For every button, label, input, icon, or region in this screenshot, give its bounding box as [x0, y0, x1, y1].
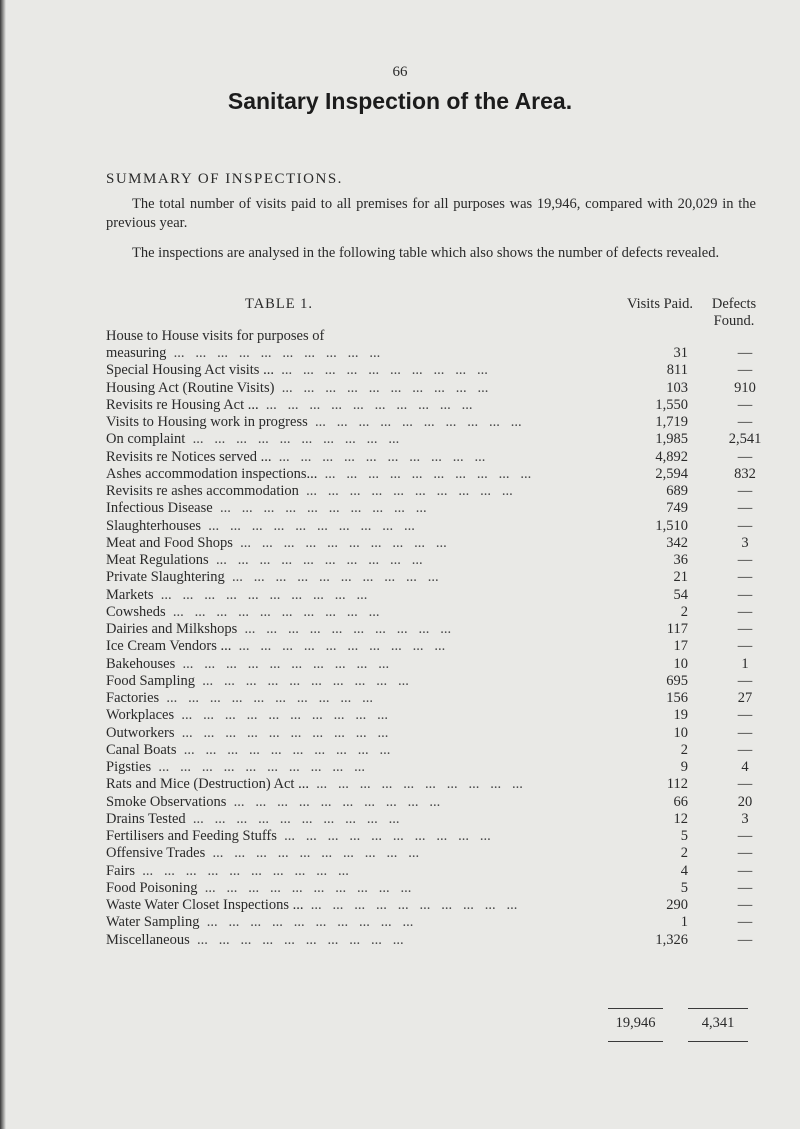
row-visits: 117	[666, 621, 688, 637]
row-defects: —	[737, 500, 753, 517]
row-defects: —	[737, 621, 753, 637]
row-label: Fairs ...	[106, 863, 616, 880]
total-defects: 4,341	[701, 1015, 735, 1031]
paragraph-total-visits: The total number of visits paid to all premises for all purposes was 19,946, compared with 20,029 in the previous year.	[106, 196, 756, 231]
total-rule-top-visits	[608, 1008, 663, 1009]
table-title: TABLE 1.	[245, 296, 314, 312]
row-label: Bakehouses ...	[106, 656, 616, 673]
row-label: Drains Tested ...	[106, 811, 616, 828]
page-title: Sanitary Inspection of the Area.	[227, 88, 573, 114]
table-intro-label: House to House visits for purposes of	[106, 328, 325, 344]
table-row	[106, 690, 776, 707]
table-row	[106, 638, 776, 655]
table-row	[106, 621, 776, 638]
row-visits: 156	[666, 690, 688, 706]
row-defects: 3	[741, 534, 749, 551]
row-label: Outworkers ...	[106, 725, 616, 742]
row-visits: 1,985	[655, 431, 688, 448]
row-defects: 3	[741, 810, 749, 827]
inspection-table	[106, 345, 776, 949]
row-defects: 832	[734, 465, 756, 482]
row-label: measuring ...	[106, 345, 616, 362]
row-defects: —	[737, 879, 753, 896]
row-visits: 749	[666, 500, 688, 517]
table-row	[106, 362, 776, 379]
table-row	[106, 845, 776, 862]
row-visits: 12	[673, 810, 688, 827]
row-defects: —	[737, 362, 753, 379]
table-row	[106, 932, 776, 949]
row-defects: —	[737, 448, 753, 465]
row-visits: 4	[680, 862, 688, 879]
table-row	[106, 535, 776, 552]
row-defects: —	[737, 603, 753, 620]
total-rule-bottom-visits	[608, 1041, 663, 1042]
row-defects: 27	[737, 690, 753, 706]
table-row	[106, 863, 776, 880]
table-row	[106, 380, 776, 397]
paragraph-analysis: The inspections are analysed in the following table which also shows the number of defects revealed.	[132, 245, 720, 261]
table-row	[106, 794, 776, 811]
row-defects: —	[737, 828, 753, 844]
page-edge	[0, 0, 6, 1129]
row-label: Fertilisers and Feeding Stuffs ...	[106, 828, 616, 845]
table-row	[106, 759, 776, 776]
row-visits: 10	[673, 724, 688, 741]
row-visits: 112	[666, 776, 688, 793]
row-visits: 2	[680, 845, 688, 862]
row-label: Ashes accommodation inspections... ...	[106, 466, 616, 483]
table-row	[106, 414, 776, 431]
row-defects: 4	[741, 759, 749, 775]
row-defects: —	[737, 724, 753, 741]
table-row	[106, 604, 776, 621]
row-defects: —	[737, 396, 753, 413]
row-visits: 4,892	[655, 448, 688, 465]
row-defects: —	[737, 672, 753, 689]
row-visits: 9	[680, 759, 688, 775]
row-defects: —	[737, 517, 753, 534]
table-row	[106, 587, 776, 604]
table-row	[106, 449, 776, 466]
table-row	[106, 828, 776, 845]
row-defects: —	[737, 638, 753, 655]
row-label: Food Poisoning ...	[106, 880, 616, 897]
row-label: Revisits re Housing Act ... ...	[106, 397, 616, 414]
row-label: Food Sampling ...	[106, 673, 616, 690]
row-label: Smoke Observations ...	[106, 794, 616, 811]
row-defects: 2,541	[728, 431, 762, 448]
row-visits: 21	[673, 569, 688, 586]
row-label: Meat and Food Shops ...	[106, 535, 616, 552]
row-label: Infectious Disease ...	[106, 500, 616, 517]
row-label: Meat Regulations ...	[106, 552, 616, 569]
row-visits: 2	[680, 741, 688, 758]
table-row	[106, 811, 776, 828]
row-visits: 54	[673, 586, 688, 603]
total-rule-top-defects	[688, 1008, 748, 1009]
row-visits: 811	[666, 362, 688, 379]
table-row	[106, 345, 776, 362]
row-label: Rats and Mice (Destruction) Act ... ...	[106, 776, 616, 793]
row-label: Pigsties ...	[106, 759, 616, 776]
row-defects: —	[737, 931, 753, 948]
table-row	[106, 673, 776, 690]
row-defects: —	[737, 345, 753, 361]
row-label: Cowsheds ...	[106, 604, 616, 621]
row-label: On complaint ...	[106, 431, 616, 448]
row-visits: 103	[666, 379, 688, 396]
row-visits: 10	[673, 655, 688, 672]
row-defects: —	[737, 741, 753, 758]
table-row	[106, 466, 776, 483]
table-row	[106, 725, 776, 742]
row-visits: 2,594	[655, 465, 688, 482]
table-row	[106, 500, 776, 517]
table-row	[106, 569, 776, 586]
table-row	[106, 397, 776, 414]
row-visits: 1,510	[655, 517, 688, 534]
row-visits: 1	[680, 914, 688, 931]
row-visits: 1,550	[655, 396, 688, 413]
row-label: Private Slaughtering ...	[106, 569, 616, 586]
row-defects: 20	[737, 793, 753, 810]
table-row	[106, 431, 776, 448]
row-defects: —	[737, 552, 753, 568]
table-row	[106, 483, 776, 500]
section-title: SUMMARY OF INSPECTIONS.	[106, 171, 343, 187]
row-label: Dairies and Milkshops ...	[106, 621, 616, 638]
column-header-visits: Visits Paid.	[626, 296, 693, 312]
table-row	[106, 880, 776, 897]
row-visits: 5	[680, 879, 688, 896]
row-defects: —	[737, 862, 753, 879]
row-visits: 31	[673, 345, 688, 361]
row-defects: —	[737, 897, 753, 913]
column-header-defects: Defects Found.	[711, 296, 757, 329]
row-defects: —	[737, 569, 753, 586]
row-visits: 19	[673, 707, 688, 724]
row-defects: 910	[734, 379, 756, 396]
row-visits: 66	[673, 793, 688, 810]
row-visits: 342	[666, 534, 688, 551]
row-visits: 5	[680, 828, 688, 844]
row-label: Miscellaneous ...	[106, 932, 616, 949]
row-label: Revisits re Notices served ... ...	[106, 449, 616, 466]
row-label: Special Housing Act visits ... ...	[106, 362, 616, 379]
row-defects: —	[737, 914, 753, 931]
row-label: Ice Cream Vendors ... ...	[106, 638, 616, 655]
row-defects: 1	[741, 655, 749, 672]
row-label: Factories ...	[106, 690, 616, 707]
row-defects: —	[737, 707, 753, 724]
row-visits: 2	[680, 603, 688, 620]
row-defects: —	[737, 483, 753, 499]
table-row	[106, 552, 776, 569]
table-row	[106, 518, 776, 535]
row-visits: 1,719	[655, 414, 688, 430]
row-visits: 290	[666, 897, 688, 913]
row-label: Slaughterhouses ...	[106, 518, 616, 535]
total-rule-bottom-defects	[688, 1041, 748, 1042]
total-visits: 19,946	[615, 1015, 656, 1031]
row-label: Markets ...	[106, 587, 616, 604]
table-row	[106, 897, 776, 914]
page-number: 66	[392, 64, 408, 80]
row-defects: —	[737, 845, 753, 862]
row-visits: 695	[666, 672, 688, 689]
row-label: Revisits re ashes accommodation ...	[106, 483, 616, 500]
row-label: Water Sampling ...	[106, 914, 616, 931]
table-row	[106, 707, 776, 724]
row-label: Offensive Trades ...	[106, 845, 616, 862]
table-row	[106, 742, 776, 759]
row-defects: —	[737, 414, 753, 430]
row-defects: —	[737, 586, 753, 603]
row-label: Waste Water Closet Inspections ... ...	[106, 897, 616, 914]
table-row	[106, 656, 776, 673]
table-row	[106, 914, 776, 931]
row-visits: 689	[666, 483, 688, 499]
row-visits: 36	[673, 552, 688, 568]
row-visits: 1,326	[655, 931, 688, 948]
row-label: Visits to Housing work in progress ...	[106, 414, 616, 431]
table-row	[106, 776, 776, 793]
row-label: Canal Boats ...	[106, 742, 616, 759]
row-visits: 17	[673, 638, 688, 655]
row-label: Workplaces ...	[106, 707, 616, 724]
row-defects: —	[737, 776, 753, 793]
row-label: Housing Act (Routine Visits) ...	[106, 380, 616, 397]
